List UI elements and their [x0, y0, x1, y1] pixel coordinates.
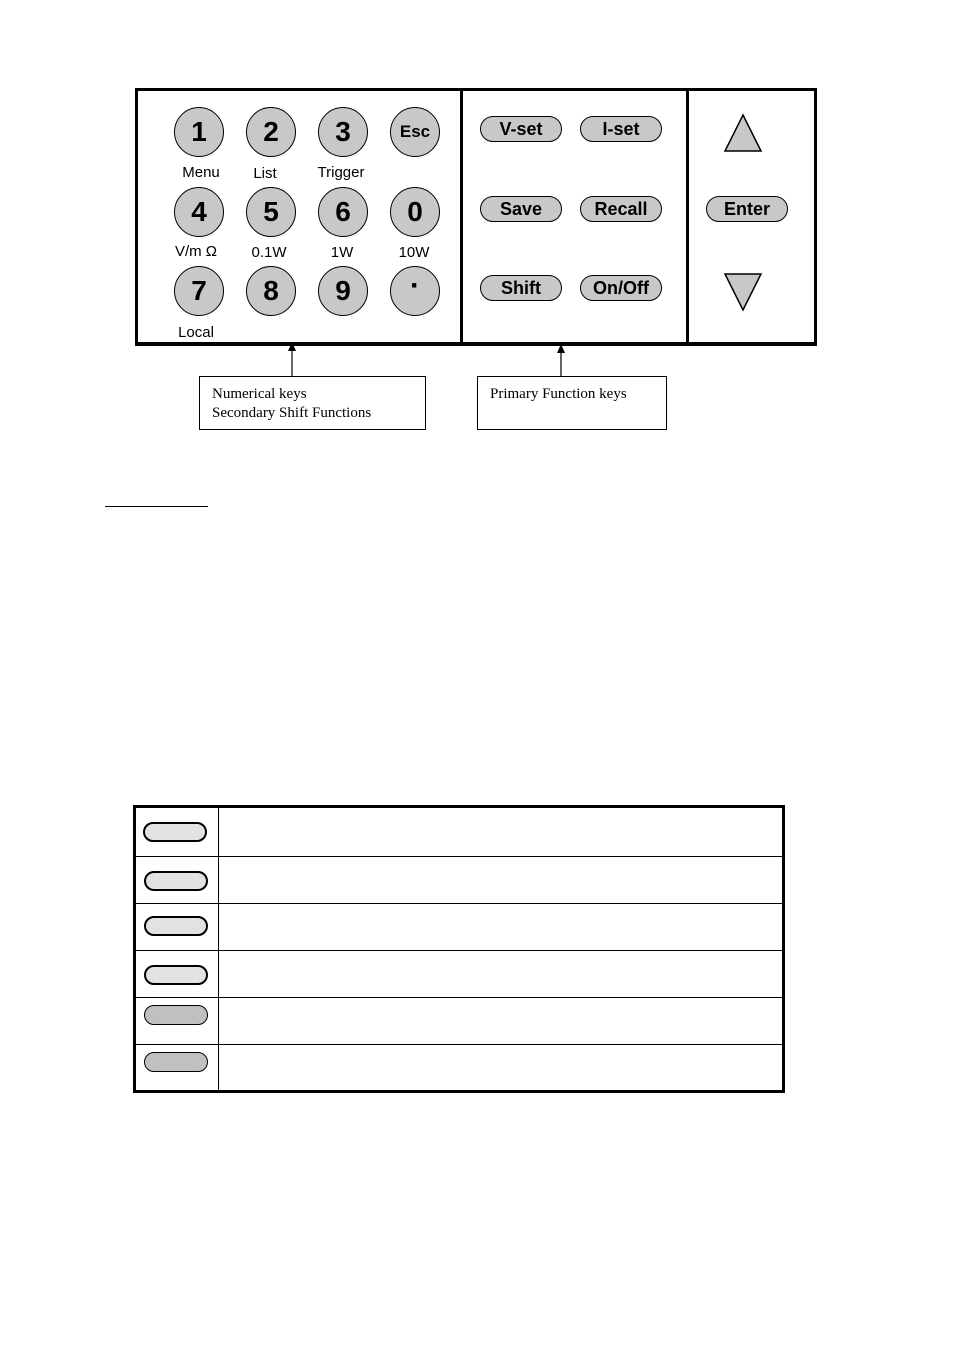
key-swatch-dark — [144, 1052, 208, 1072]
key-8[interactable]: 8 — [246, 266, 296, 316]
legend-row — [136, 998, 782, 1045]
key-3[interactable]: 3 — [318, 107, 368, 157]
key-decimal-point[interactable]: · — [390, 266, 440, 316]
key-swatch-light — [144, 965, 208, 985]
key-swatch-light — [143, 822, 207, 842]
shift-label-1w: 1W — [330, 244, 354, 261]
primary-keys-callout-text: Primary Function keys — [490, 386, 627, 402]
key-4[interactable]: 4 — [174, 187, 224, 237]
legend-row — [136, 1045, 782, 1090]
shift-label-menu: Menu — [182, 164, 220, 181]
key-6[interactable]: 6 — [318, 187, 368, 237]
primary-keys-callout — [477, 376, 667, 430]
enter-button[interactable]: Enter — [706, 196, 788, 222]
panel-divider-2 — [686, 91, 689, 342]
iset-button[interactable]: I-set — [580, 116, 662, 142]
key-7[interactable]: 7 — [174, 266, 224, 316]
primary-keys-pointer — [553, 344, 569, 378]
recall-button[interactable]: Recall — [580, 196, 662, 222]
legend-column-divider — [218, 808, 219, 1090]
legend-row — [136, 951, 782, 998]
key-0[interactable]: 0 — [390, 187, 440, 237]
key-swatch-dark — [144, 1005, 208, 1025]
panel-left-border — [135, 91, 138, 342]
shift-label-list: List — [253, 165, 277, 182]
legend-row — [136, 857, 782, 904]
key-2[interactable]: 2 — [246, 107, 296, 157]
shift-label-local: Local — [178, 324, 214, 341]
vset-button[interactable]: V-set — [480, 116, 562, 142]
numerical-keys-callout-line1: Numerical keys — [212, 386, 307, 402]
key-swatch-light — [144, 871, 208, 891]
legend-row — [136, 808, 782, 857]
numerical-keys-callout-line2: Secondary Shift Functions — [212, 405, 372, 421]
key-color-legend-table — [133, 805, 785, 1093]
legend-row — [136, 904, 782, 951]
key-swatch-light — [144, 916, 208, 936]
key-esc[interactable]: Esc — [390, 107, 440, 157]
shift-label-vm-ohm: V/m Ω — [174, 243, 218, 260]
shift-button[interactable]: Shift — [480, 275, 562, 301]
shift-label-trigger: Trigger — [317, 164, 365, 181]
onoff-button[interactable]: On/Off — [580, 275, 662, 301]
shift-label-10w: 10W — [398, 244, 430, 261]
shift-label-0-1w: 0.1W — [251, 244, 287, 261]
key-9[interactable]: 9 — [318, 266, 368, 316]
key-5[interactable]: 5 — [246, 187, 296, 237]
down-arrow-icon[interactable] — [722, 272, 764, 312]
up-arrow-icon[interactable] — [722, 113, 764, 153]
panel-right-border — [814, 91, 817, 342]
save-button[interactable]: Save — [480, 196, 562, 222]
numerical-keys-callout — [199, 376, 426, 430]
section-heading-underline — [105, 506, 208, 507]
numerical-keys-pointer — [284, 342, 300, 378]
key-1[interactable]: 1 — [174, 107, 224, 157]
panel-divider-1 — [460, 91, 463, 342]
